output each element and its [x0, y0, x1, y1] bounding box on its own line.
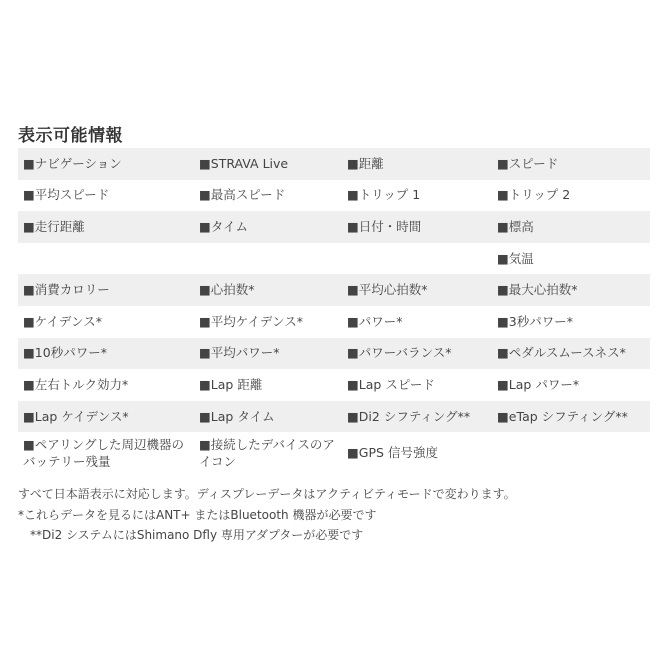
table-cell: ■パワー*	[342, 306, 492, 338]
table-cell: ■トリップ 1	[342, 180, 492, 212]
note-compatibility: すべて日本語表示に対応します。ディスプレーデータはアクティビティモードで変わります。	[18, 487, 516, 501]
table-row	[18, 432, 650, 473]
table-cell: ■パワーバランス*	[342, 338, 492, 370]
table-cell: ■消費カロリー	[18, 274, 194, 306]
table-cell: ■日付・時間	[342, 211, 492, 243]
table-cell: ■Di2 シフティング**	[342, 401, 492, 433]
table-cell: ■ナビゲーション	[18, 148, 194, 180]
table-cell: ■平均パワー*	[194, 338, 342, 370]
table-cell: ■トリップ 2	[492, 180, 650, 212]
table-cell: ■GPS 信号強度	[342, 432, 492, 473]
table-cell: ■平均スピード	[18, 180, 194, 212]
table-cell: ■左右トルク効力*	[18, 369, 194, 401]
display-info-table	[18, 148, 650, 473]
table-cell	[342, 243, 492, 275]
table-cell: ■タイム	[194, 211, 342, 243]
table-cell: ■Lap タイム	[194, 401, 342, 433]
table-cell: ■eTap シフティング**	[492, 401, 650, 433]
table-cell	[194, 243, 342, 275]
note-di2: **Di2 システムにはShimano Dfly 専用アダプターが必要です	[30, 528, 364, 542]
table-cell: ■平均ケイデンス*	[194, 306, 342, 338]
table-cell: ■心拍数*	[194, 274, 342, 306]
table-row	[18, 306, 650, 338]
table-cell: ■STRAVA Live	[194, 148, 342, 180]
table-cell: ■スピード	[492, 148, 650, 180]
table-row	[18, 338, 650, 370]
table-row	[18, 401, 650, 433]
table-cell: ■平均心拍数*	[342, 274, 492, 306]
table-cell: ■3秒パワー*	[492, 306, 650, 338]
table-cell: ■最高スピード	[194, 180, 342, 212]
table-row	[18, 180, 650, 212]
table-cell: ■ケイデンス*	[18, 306, 194, 338]
table-row	[18, 274, 650, 306]
table-cell: ■気温	[492, 243, 650, 275]
table-cell: ■接続したデバイスのアイコン	[194, 432, 342, 473]
note-ant-bluetooth: *これらデータを見るにはANT+ またはBluetooth 機器が必要です	[18, 507, 377, 522]
table-cell	[18, 243, 194, 275]
table-cell: ■Lap ケイデンス*	[18, 401, 194, 433]
table-row	[18, 211, 650, 243]
table-cell	[492, 432, 650, 473]
table-cell: ■Lap スピード	[342, 369, 492, 401]
page-title: 表示可能情報	[18, 126, 123, 146]
table-cell: ■走行距離	[18, 211, 194, 243]
table-row	[18, 148, 650, 180]
table-cell: ■10秒パワー*	[18, 338, 194, 370]
table-cell: ■最大心拍数*	[492, 274, 650, 306]
table-cell: ■ペアリングした周辺機器のバッテリー残量	[18, 432, 194, 473]
table-cell: ■標高	[492, 211, 650, 243]
table-row	[18, 369, 650, 401]
table-cell: ■Lap パワー*	[492, 369, 650, 401]
notes	[18, 484, 650, 546]
table-cell: ■ペダルスムースネス*	[492, 338, 650, 370]
table-cell: ■距離	[342, 148, 492, 180]
table-cell: ■Lap 距離	[194, 369, 342, 401]
table-row	[18, 243, 650, 275]
